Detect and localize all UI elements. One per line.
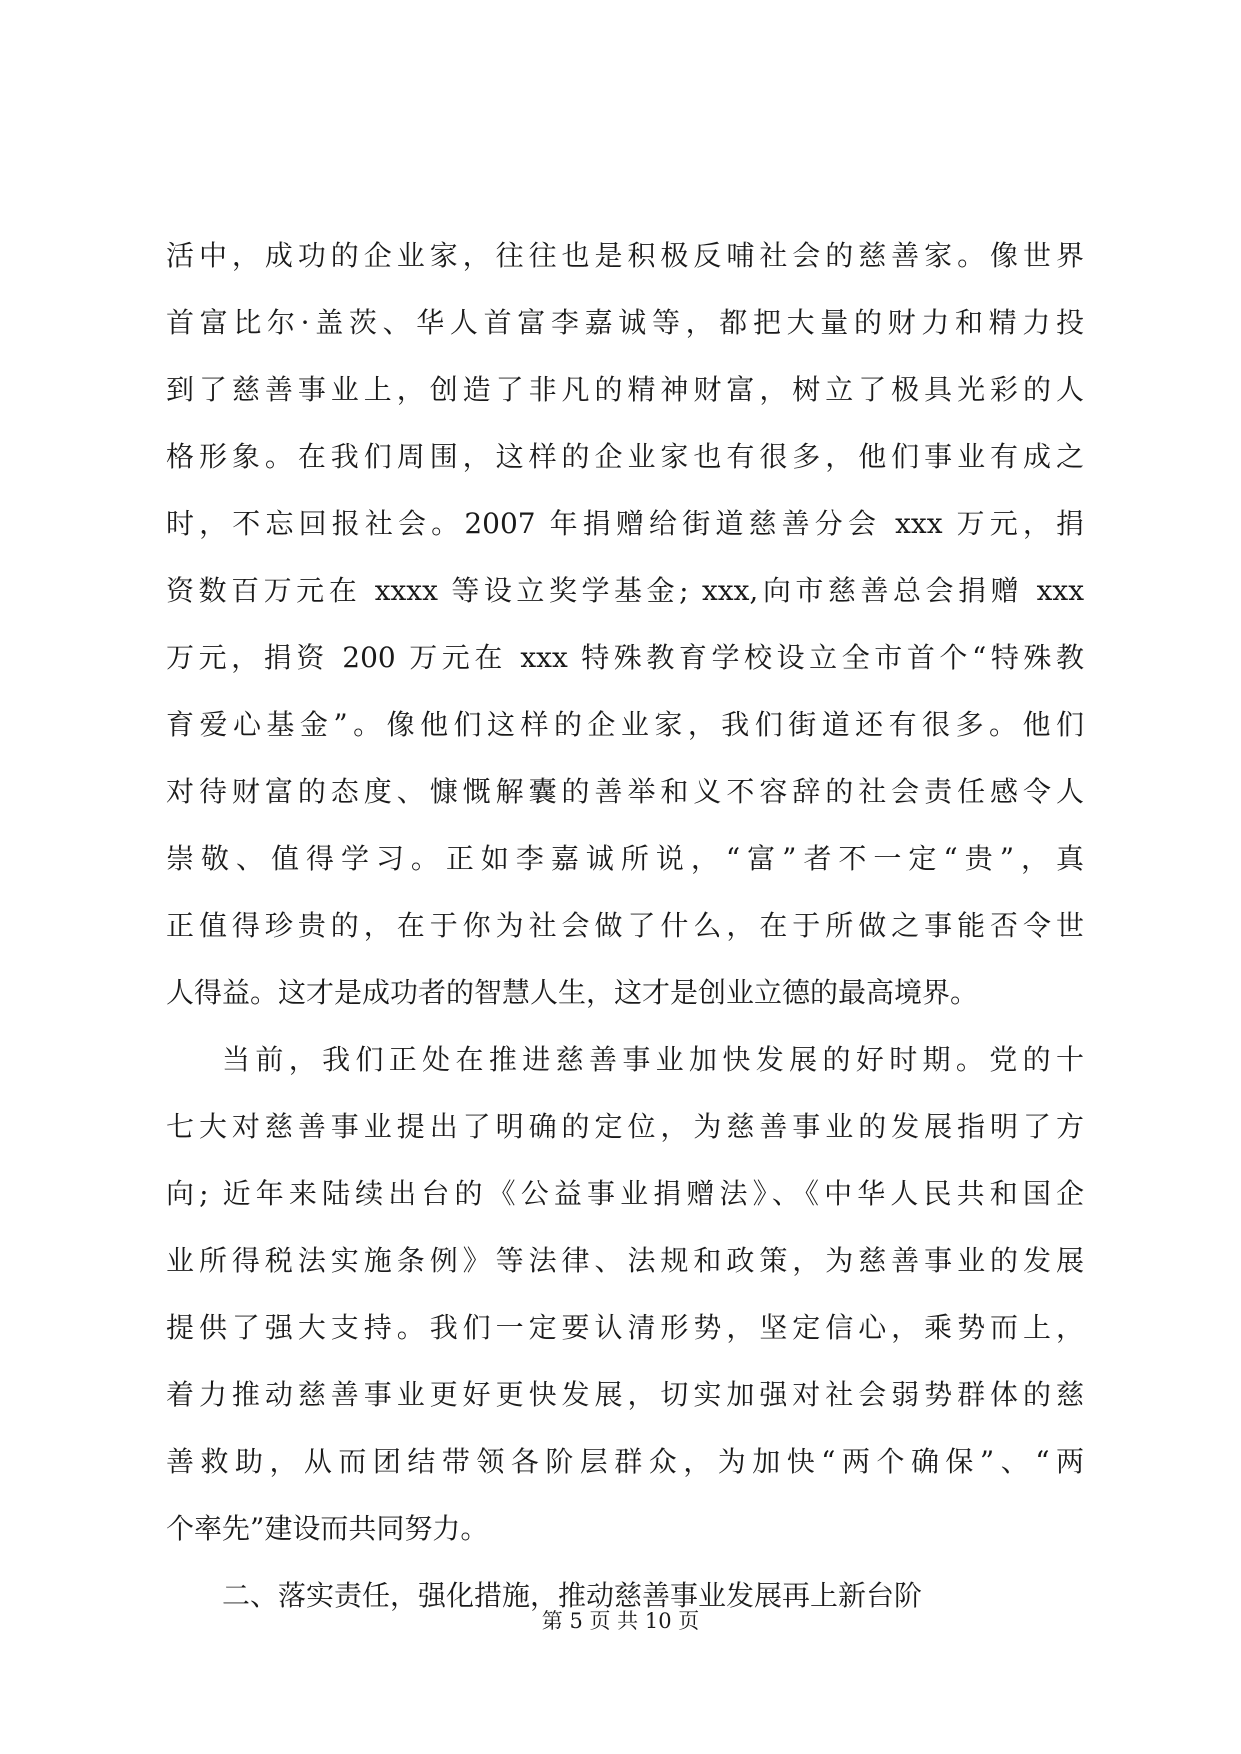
text-line: 人得益。这才是成功者的智慧人生，这才是创业立德的最高境界。 [166,976,979,1009]
text-line: 育爱心基金”。像他们这样的企业家，我们街道还有很多。他们 [166,708,1084,741]
text-line: 活中，成功的企业家，往往也是积极反哺社会的慈善家。像世界 [166,239,1084,272]
text-line: 业所得税法实施条例》等法律、法规和政策，为慈善事业的发展 [166,1244,1084,1277]
text-line: 个率先”建设而共同努力。 [166,1512,489,1545]
text-line: 格形象。在我们周围，这样的企业家也有很多，他们事业有成之 [166,440,1084,473]
text-line: 到了慈善事业上，创造了非凡的精神财富，树立了极具光彩的人 [166,373,1084,406]
text-line: 首富比尔·盖茨、华人首富李嘉诚等，都把大量的财力和精力投 [166,306,1084,339]
text-line: 善救助，从而团结带领各阶层群众，为加快“两个确保”、“两 [166,1445,1084,1478]
text-line: 资数百万元在 xxxx 等设立奖学基金; xxx,向市慈善总会捐赠 xxx [166,574,1084,607]
text-line: 时，不忘回报社会。2007 年捐赠给街道慈善分会 xxx 万元，捐 [166,507,1084,540]
section-heading: 二、落实责任，强化措施，推动慈善事业发展再上新台阶 [222,1579,923,1612]
text-line: 正值得珍贵的，在于你为社会做了什么，在于所做之事能否令世 [166,909,1084,942]
document-body [166,222,1084,1629]
text-line: 万元，捐资 200 万元在 xxx 特殊教育学校设立全市首个“特殊教 [166,641,1084,674]
text-line: 向; 近年来陆续出台的《公益事业捐赠法》、《中华人民共和国企 [166,1177,1084,1210]
text-line: 着力推动慈善事业更好更快发展，切实加强对社会弱势群体的慈 [166,1378,1084,1411]
text-line: 七大对慈善事业提出了明确的定位，为慈善事业的发展指明了方 [166,1110,1084,1143]
page-number-footer: 第 5 页 共 10 页 [541,1609,700,1633]
text-line: 对待财富的态度、慷慨解囊的善举和义不容辞的社会责任感令人 [166,775,1084,808]
text-line: 崇敬、值得学习。正如李嘉诚所说，“富”者不一定“贵”，真 [166,842,1084,875]
paragraph-first-line: 当前，我们正处在推进慈善事业加快发展的好时期。党的十 [222,1043,1084,1076]
text-line: 提供了强大支持。我们一定要认清形势，坚定信心，乘势而上， [166,1311,1084,1344]
